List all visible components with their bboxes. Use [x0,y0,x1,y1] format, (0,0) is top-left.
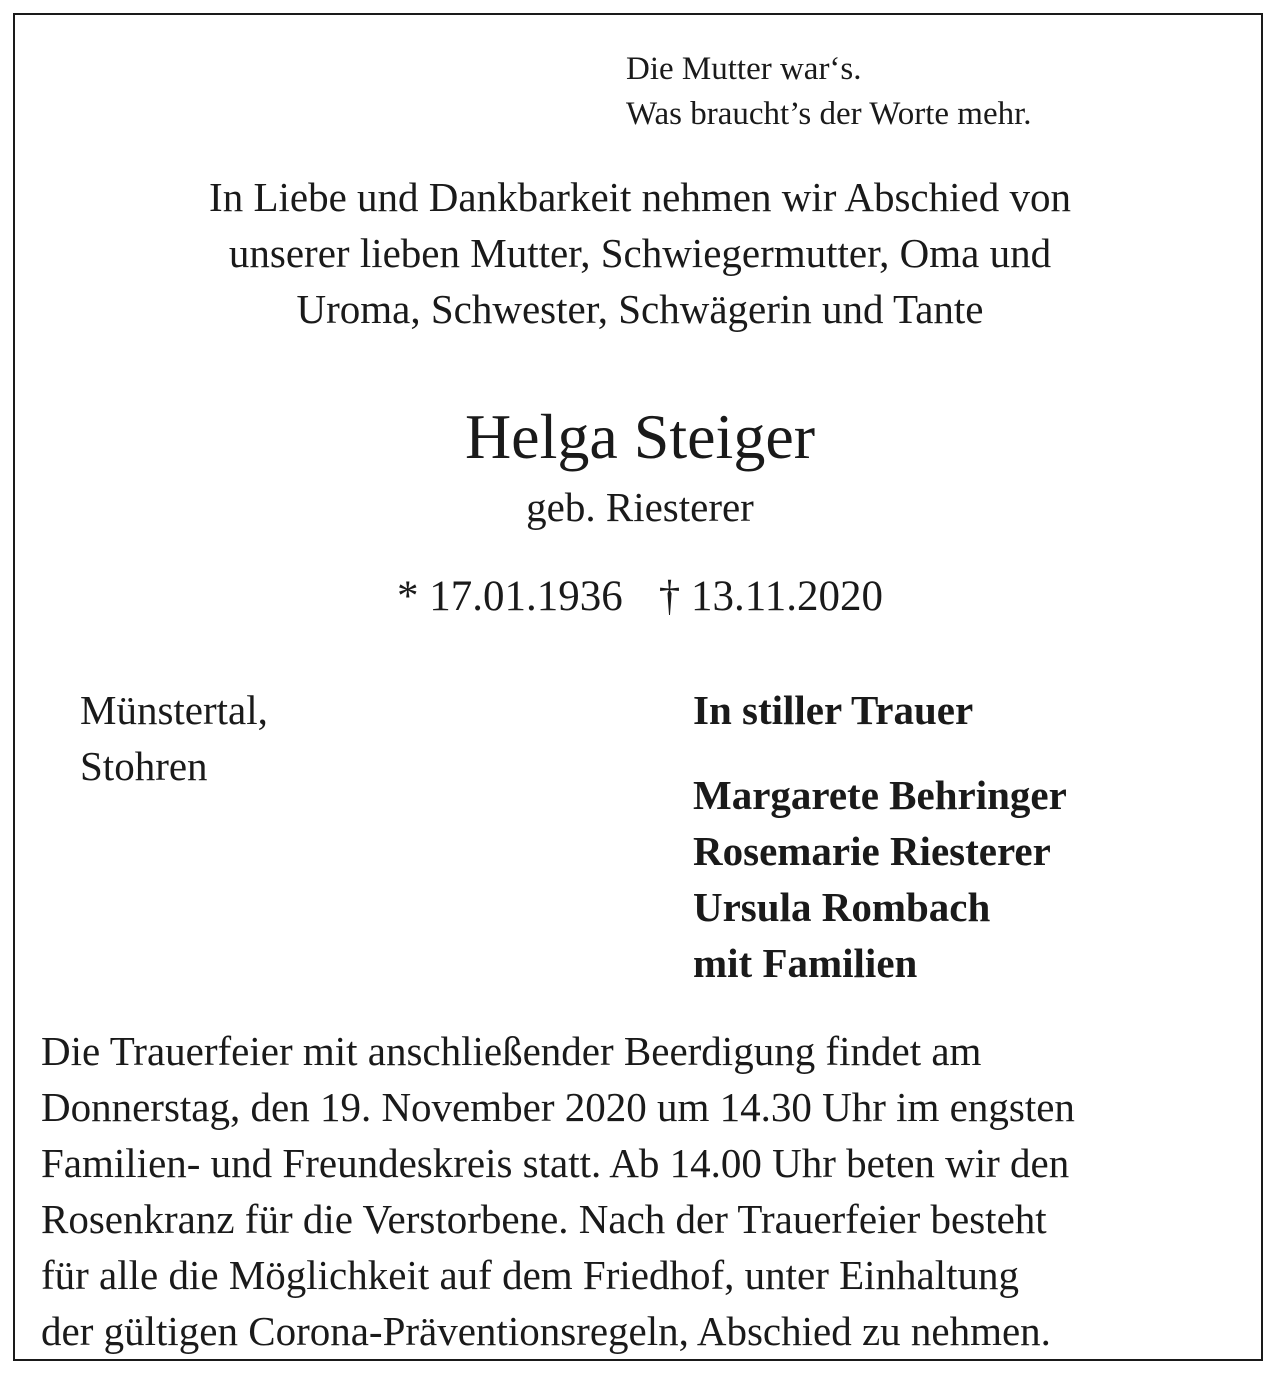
mourner-name: Rosemarie Riesterer [693,828,1051,874]
mourners-list [693,767,1067,991]
notice-line: Die Trauerfeier mit anschließender Beerdigung findet am [41,1028,982,1074]
place-line: Münstertal, [80,687,268,733]
motto-line: Die Mutter war‘s. [626,51,862,87]
notice-line: für alle die Möglichkeit auf dem Friedhof, unter Einhaltung [41,1252,1020,1298]
notice-line: der gültigen Corona-Präventionsregeln, Abschied zu nehmen. [41,1308,1051,1354]
mourner-name: Margarete Behringer [693,772,1067,818]
intro-text [15,169,1265,337]
intro-line: Uroma, Schwester, Schwägerin und Tante [296,286,984,332]
obituary-notice [13,13,1263,1361]
death-date: † 13.11.2020 [658,573,883,620]
notice-line: Rosenkranz für die Verstorbene. Nach der Trauerfeier besteht [41,1196,1047,1242]
intro-line: In Liebe und Dankbarkeit nehmen wir Abschied von [209,174,1071,220]
motto-quote [626,47,1032,137]
birth-date: * 17.01.1936 [397,573,623,620]
place [80,682,268,794]
mourner-name: mit Familien [693,940,918,986]
life-dates [15,569,1265,625]
mourner-name: Ursula Rombach [693,884,991,930]
intro-line: unserer lieben Mutter, Schwiegermutter, Oma und [228,230,1052,276]
funeral-notice [41,1023,1239,1359]
maiden-name: geb. Riesterer [526,484,754,530]
place-line: Stohren [80,743,208,789]
motto-line: Was braucht’s der Worte mehr. [626,96,1032,132]
mourning-title: In stiller Trauer [693,687,974,733]
deceased-name: Helga Steiger [464,401,816,472]
notice-line: Donnerstag, den 19. November 2020 um 14.30 Uhr im engsten [41,1084,1075,1130]
notice-line: Familien- und Freundeskreis statt. Ab 14.00 Uhr beten wir den [41,1140,1070,1186]
